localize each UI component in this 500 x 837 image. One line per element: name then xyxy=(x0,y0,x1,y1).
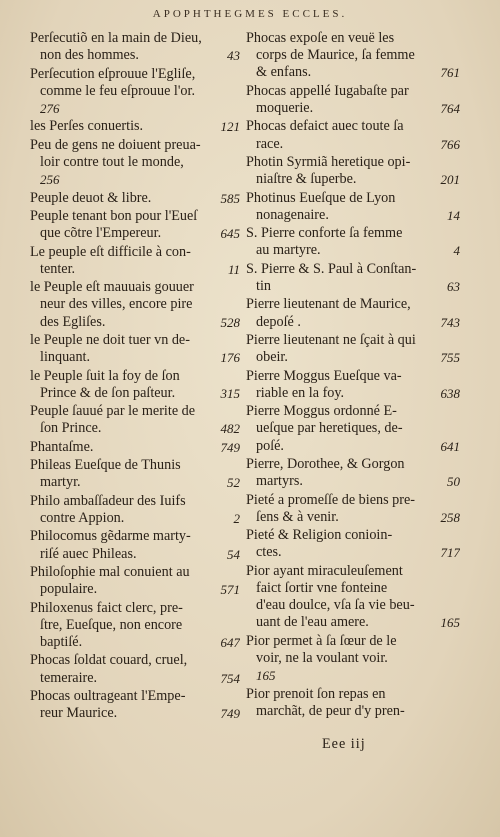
page-reference: 63 xyxy=(447,278,460,294)
index-entry xyxy=(246,332,460,366)
entry-text-line: loir contre tout le monde, xyxy=(40,153,184,170)
index-entry xyxy=(30,600,240,652)
entry-text-line: Pior permet à ſa ſœur de le xyxy=(246,632,397,649)
entry-text-line: Pior prenoit ſon repas en xyxy=(246,685,386,702)
entry-text-line: linquant. 176 xyxy=(40,349,240,366)
entry-text-line: Perſecution eſprouue l'Egliſe, xyxy=(30,65,196,82)
index-entry xyxy=(30,208,240,242)
index-entry xyxy=(30,688,240,722)
entry-text-line: temeraire. 754 xyxy=(40,669,240,686)
left-index-column xyxy=(30,30,240,723)
entry-text-line: que cõtre l'Empereur. 645 xyxy=(40,225,240,242)
index-entry xyxy=(246,527,460,561)
entry-text-line: niaſtre & ſuperbe. 201 xyxy=(256,171,460,188)
page-reference: 2 xyxy=(233,510,240,526)
entry-text-line: Pierre Moggus ordonné E- xyxy=(246,403,397,420)
entry-text-line: Peuple ſauué par le merite de xyxy=(30,403,196,420)
entry-text-line: Phocas oultrageant l'Empe- xyxy=(30,687,186,704)
page-reference: 645 xyxy=(220,226,240,242)
entry-text-line: voir, ne la voulant voir. xyxy=(256,649,388,666)
index-entry xyxy=(30,137,240,189)
entry-text-line: ctes. 717 xyxy=(256,544,460,561)
index-entry xyxy=(30,118,240,135)
entry-text-line: baptiſé. 647 xyxy=(40,633,240,650)
page-reference: 165 xyxy=(256,668,276,684)
entry-text-line: d'eau doulce, vſa ſa vie beu- xyxy=(256,597,415,614)
entry-text-line: martyr. 52 xyxy=(40,474,240,491)
index-entry xyxy=(30,190,240,207)
index-entry xyxy=(246,154,460,188)
index-entry xyxy=(30,652,240,686)
index-entry xyxy=(30,564,240,598)
index-entry xyxy=(30,279,240,331)
entry-text-line: neur des villes, encore pire xyxy=(40,296,193,313)
entry-text-line: ſtre, Eueſque, non encore xyxy=(40,616,183,633)
page-reference: 14 xyxy=(447,207,460,223)
entry-text-line: Peu de gens ne doiuent preua- xyxy=(30,136,201,153)
entry-text-line: race. 766 xyxy=(256,135,460,152)
page-reference: 50 xyxy=(447,474,460,490)
index-entry xyxy=(246,190,460,224)
page-reference: 749 xyxy=(220,439,240,455)
entry-text-line: S. Pierre conforte ſa femme xyxy=(246,225,403,242)
page-reference: 256 xyxy=(40,172,60,188)
index-entry xyxy=(30,66,240,118)
index-entry xyxy=(246,686,460,720)
entry-text-line: le Peuple ne doit tuer vn de- xyxy=(30,331,190,348)
entry-text-line: Phantaſme. 749 xyxy=(30,438,240,455)
entry-text-line: tin 63 xyxy=(256,277,460,294)
index-entry xyxy=(246,30,460,82)
entry-text-line: des Egliſes. 528 xyxy=(40,313,240,330)
index-entry xyxy=(246,492,460,526)
page-reference: 766 xyxy=(440,136,460,152)
entry-text-line: Le peuple eſt difficile à con- xyxy=(30,243,191,260)
index-entry xyxy=(30,244,240,278)
entry-text-line: le Peuple ſuit la foy de ſon xyxy=(30,367,180,384)
entry-text-line: Perſecutiõ en la main de Dieu, xyxy=(30,30,202,46)
entry-text-line: Philocomus gẽdarme marty- xyxy=(30,528,191,545)
entry-text-line: Pieté a promeſſe de biens pre- xyxy=(246,491,416,508)
entry-text-line: Pierre, Dorothee, & Gorgon xyxy=(246,455,405,472)
index-entry xyxy=(30,528,240,562)
entry-text-line: & enfans. 761 xyxy=(256,64,460,81)
index-entry xyxy=(246,403,460,455)
index-entry xyxy=(30,30,240,64)
entry-text-line: moquerie. 764 xyxy=(256,100,460,116)
entry-text-line: Phocas defaict auec toute ſa xyxy=(246,118,404,135)
page-reference: 749 xyxy=(220,706,240,722)
page-reference: 585 xyxy=(220,190,240,206)
page-reference: 571 xyxy=(220,582,240,598)
index-entry xyxy=(30,332,240,366)
entry-text-line: Pieté & Religion conioin- xyxy=(246,527,393,544)
entry-text-line: populaire. 571 xyxy=(40,581,240,598)
index-entry xyxy=(30,403,240,437)
entry-text-line: obeir. 755 xyxy=(256,349,460,366)
entry-text-line: Pierre lieutenant ne ſçait à qui xyxy=(246,331,416,348)
entry-text-line: nonagenaire. 14 xyxy=(256,206,460,223)
entry-text-line: Pior ayant miraculeuſement xyxy=(246,562,403,579)
entry-text-line: poſé. 641 xyxy=(256,437,460,454)
entry-text-line: Phocas expoſe en veuë les xyxy=(246,30,395,46)
entry-text-line: ueſque par heretiques, de- xyxy=(256,420,403,437)
entry-text-line: ſens & à venir. 258 xyxy=(256,508,460,525)
page-reference: 761 xyxy=(440,65,460,81)
page-reference: 4 xyxy=(453,243,460,259)
index-entry xyxy=(246,563,460,632)
entry-text-line: Photin Syrmiã heretique opi- xyxy=(246,153,411,170)
index-entry xyxy=(30,493,240,527)
page-reference: 754 xyxy=(220,670,240,686)
index-entry xyxy=(246,83,460,117)
entry-text-line: depoſé . 743 xyxy=(256,313,460,330)
index-entry xyxy=(246,456,460,490)
page-reference: 743 xyxy=(440,314,460,330)
entry-text-line: Prince & de ſon paſteur. 315 xyxy=(40,384,240,401)
page-reference: 638 xyxy=(440,385,460,401)
index-entry xyxy=(246,296,460,330)
running-header: APOPHTHEGMES ECCLES. xyxy=(152,8,348,20)
index-entry xyxy=(30,457,240,491)
entry-text-line: marchãt, de peur d'y pren- xyxy=(256,702,405,719)
entry-text-line: Philo ambaſſadeur des Iuifs xyxy=(30,492,186,509)
entry-text-line: riſé auec Phileas. 54 xyxy=(40,545,240,562)
entry-text-line: Phileas Eueſque de Thunis xyxy=(30,457,181,474)
page-reference: 276 xyxy=(40,101,60,116)
page-reference: 764 xyxy=(440,101,460,116)
page-reference: 482 xyxy=(220,421,240,437)
page-reference: 176 xyxy=(220,350,240,366)
page-reference: 528 xyxy=(220,314,240,330)
entry-text-line: Phocas ſoldat couard, cruel, xyxy=(30,652,188,669)
index-entry xyxy=(246,633,460,685)
page-reference: 315 xyxy=(220,385,240,401)
entry-text-line: comme le feu eſprouue l'or. xyxy=(40,82,196,99)
page-reference: 43 xyxy=(227,48,240,64)
page-reference: 54 xyxy=(227,546,240,562)
entry-text-line: reur Maurice. 749 xyxy=(40,705,240,722)
entry-text-line: au martyre. 4 xyxy=(256,242,460,259)
entry-text-line: corps de Maurice, ſa femme xyxy=(256,47,415,64)
entry-text-line: Photinus Eueſque de Lyon xyxy=(246,189,396,206)
page-reference: 165 xyxy=(440,615,460,631)
entry-text-line: faict ſortir vne fonteine xyxy=(256,579,388,596)
index-entry xyxy=(246,261,460,295)
index-entry xyxy=(246,225,460,259)
page-reference: 52 xyxy=(227,475,240,491)
page-reference: 201 xyxy=(440,172,460,188)
entry-text-line: Pierre lieutenant de Maurice, xyxy=(246,296,411,313)
page-reference: 717 xyxy=(440,545,460,561)
entry-text-line: ſon Prince. 482 xyxy=(40,420,240,437)
entry-text-line: tenter. 11 xyxy=(40,260,240,277)
right-index-column xyxy=(246,30,460,721)
index-entry xyxy=(246,118,460,152)
entry-text-line: uant de l'eau amere. 165 xyxy=(256,614,460,631)
entry-text-line: Philoxenus faict clerc, pre- xyxy=(30,599,183,616)
entry-text-line: riable en la foy. 638 xyxy=(256,384,460,401)
entry-text-line: Philoſophie mal conuient au xyxy=(30,563,190,580)
index-entry xyxy=(246,368,460,402)
page-reference: 641 xyxy=(440,438,460,454)
entry-text-line: non des hommes. 43 xyxy=(40,47,240,64)
page-reference: 258 xyxy=(440,509,460,525)
entry-text-line: contre Appion. 2 xyxy=(40,509,240,526)
signature-mark: Eee iij xyxy=(322,736,366,752)
entry-text-line: martyrs. 50 xyxy=(256,473,460,490)
page-reference: 755 xyxy=(440,350,460,366)
entry-text-line: Phocas appellé Iugabaſte par xyxy=(246,82,409,99)
entry-text-line: Peuple deuot & libre. 585 xyxy=(30,189,240,206)
entry-text-line: Peuple tenant bon pour l'Eueſ xyxy=(30,207,198,224)
page-reference: 647 xyxy=(220,634,240,650)
index-entry xyxy=(30,368,240,402)
page-reference: 121 xyxy=(220,119,240,135)
entry-text-line: les Perſes conuertis. 121 xyxy=(30,118,240,135)
page-reference: 11 xyxy=(227,261,240,277)
entry-text-line: S. Pierre & S. Paul à Conſtan- xyxy=(246,260,417,277)
entry-text-line: Pierre Moggus Eueſque va- xyxy=(246,367,402,384)
entry-text-line: le Peuple eſt mauuais gouuer xyxy=(30,279,194,296)
index-entry xyxy=(30,439,240,456)
